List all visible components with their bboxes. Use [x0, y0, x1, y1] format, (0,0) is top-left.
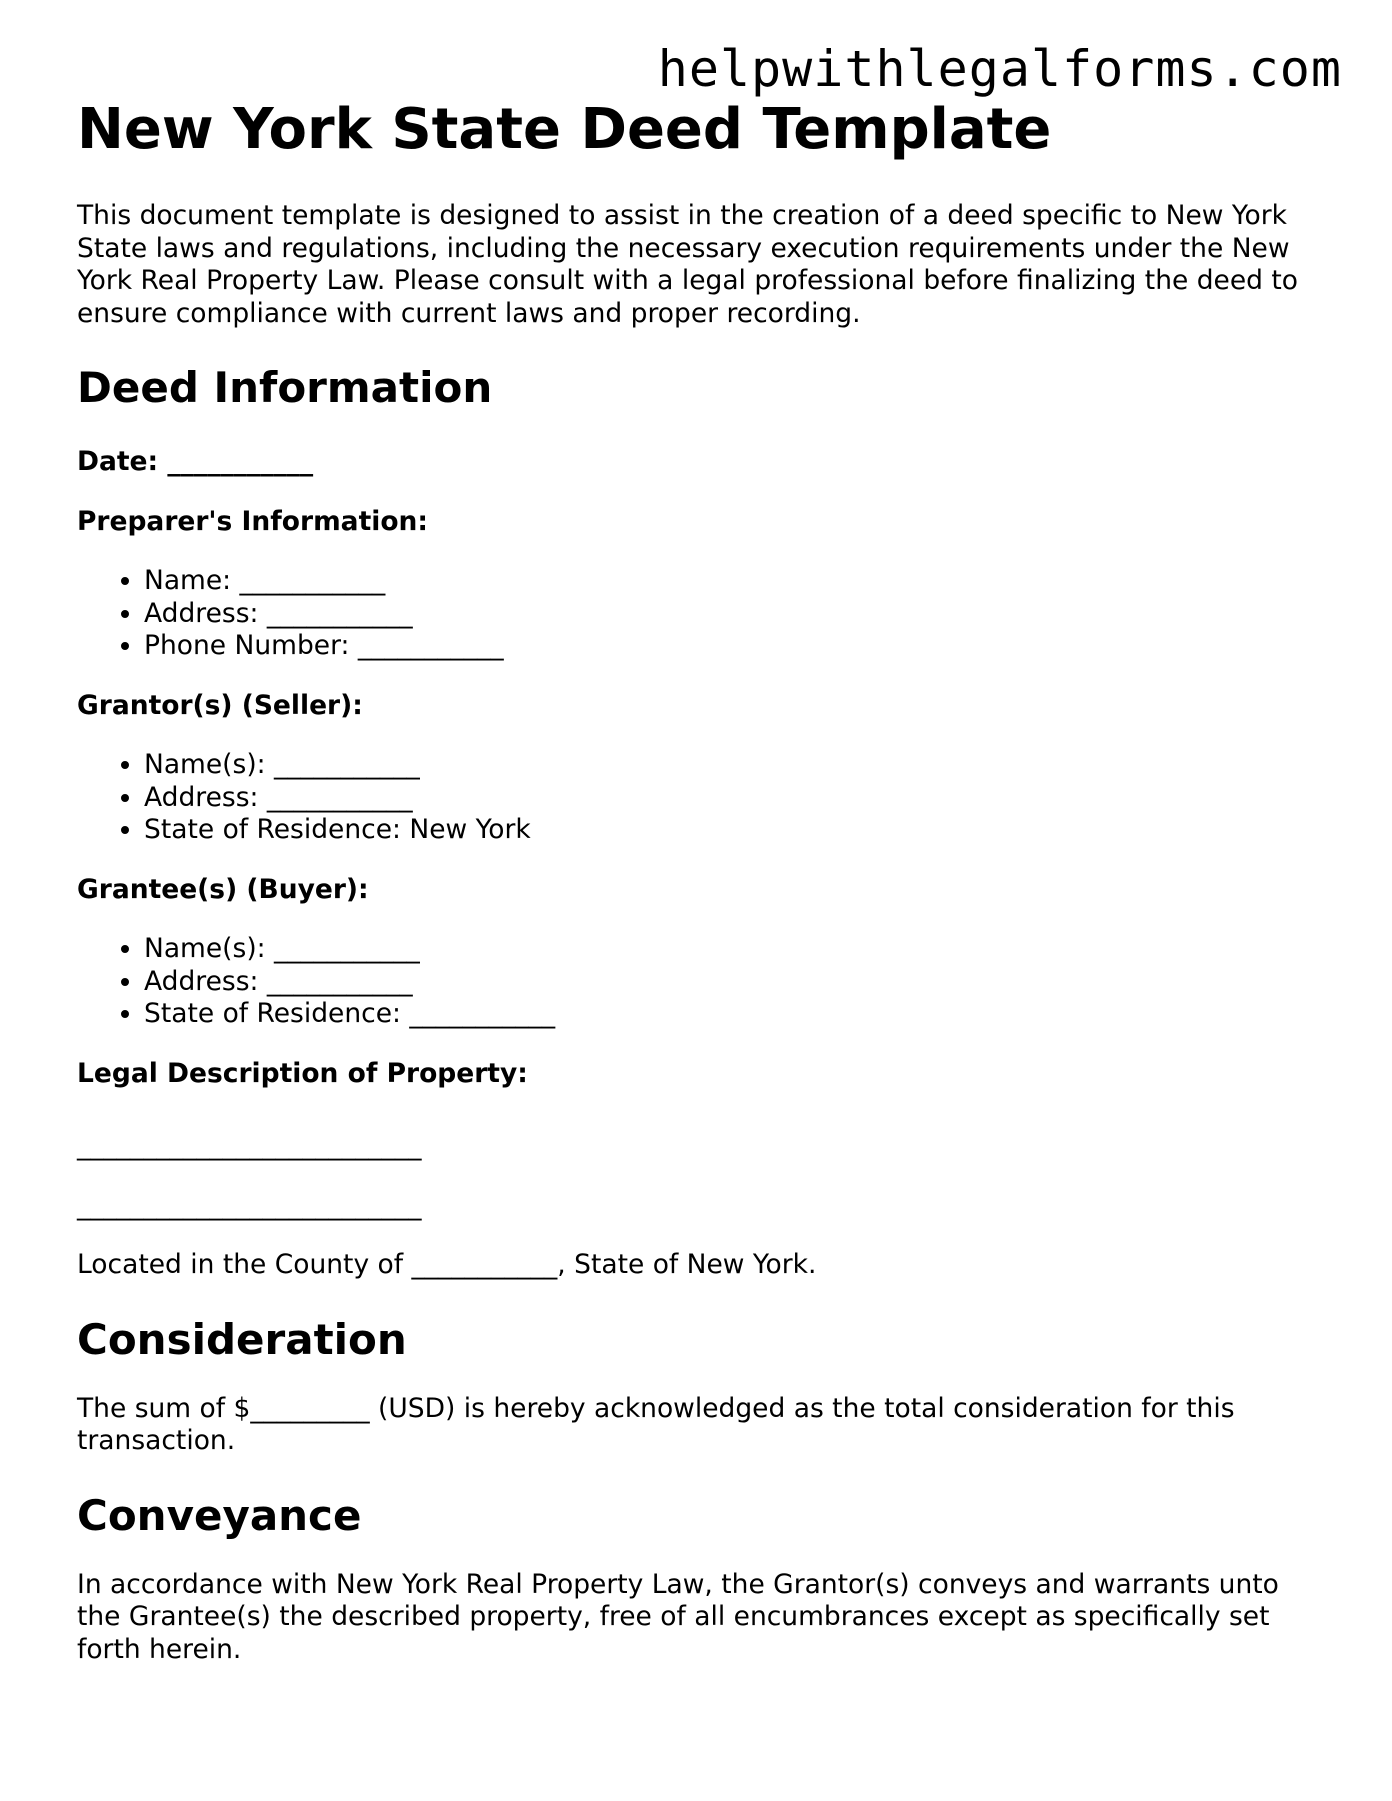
list-item: • State of Residence: ___________	[144, 998, 1327, 1031]
date-label: Date:	[77, 446, 159, 477]
grantee-list	[77, 933, 1327, 1031]
site-watermark: helpwithlegalforms.com	[657, 40, 1342, 98]
list-item: • Phone Number: ___________	[144, 630, 1327, 663]
grantee-label: Grantee(s) (Buyer):	[77, 873, 369, 905]
list-item: • Name: ___________	[144, 565, 1327, 598]
intro-paragraph: This document template is designed to assist in the creation of a deed specific to New York State laws and regulations, including the necessary execution requirements under the New York Real Property Law. Please consult with a legal professional before finalizing the deed to ensure compliance with current laws and proper recording.	[77, 200, 1298, 329]
county-line: Located in the County of ___________, State of New York.	[77, 1249, 817, 1280]
document-page	[77, 96, 1327, 1666]
list-item: • Name(s): ___________	[144, 749, 1327, 782]
consideration-text: The sum of $_________ (USD) is hereby acknowledged as the total consideration for this transaction.	[77, 1392, 1235, 1456]
conveyance-heading: Conveyance	[77, 1490, 362, 1540]
preparer-info-label: Preparer's Information:	[77, 505, 428, 537]
list-item: • Address: ___________	[144, 966, 1327, 999]
date-blank: ___________	[167, 446, 314, 477]
date-field	[77, 446, 1327, 479]
list-item: • Address: ___________	[144, 782, 1327, 815]
legal-description-label: Legal Description of Property:	[77, 1057, 528, 1089]
legal-description-line: __________________________	[77, 1130, 422, 1161]
legal-description-line: __________________________	[77, 1189, 422, 1221]
grantor-list	[77, 749, 1327, 847]
preparer-info-list	[77, 565, 1327, 663]
grantor-label: Grantor(s) (Seller):	[77, 689, 363, 721]
list-item: • Name(s): ___________	[144, 933, 1327, 966]
deed-information-heading: Deed Information	[77, 363, 493, 412]
list-item: • Address: ___________	[144, 598, 1327, 631]
consideration-heading: Consideration	[77, 1314, 407, 1364]
list-item: • State of Residence: New York	[144, 814, 1327, 847]
page-title: New York State Deed Template	[77, 97, 1052, 162]
conveyance-text: In accordance with New York Real Property Law, the Grantor(s) conveys and warrants unto the Grantee(s) the described property, free of all encumbrances except as specifically set forth herein.	[77, 1568, 1279, 1665]
